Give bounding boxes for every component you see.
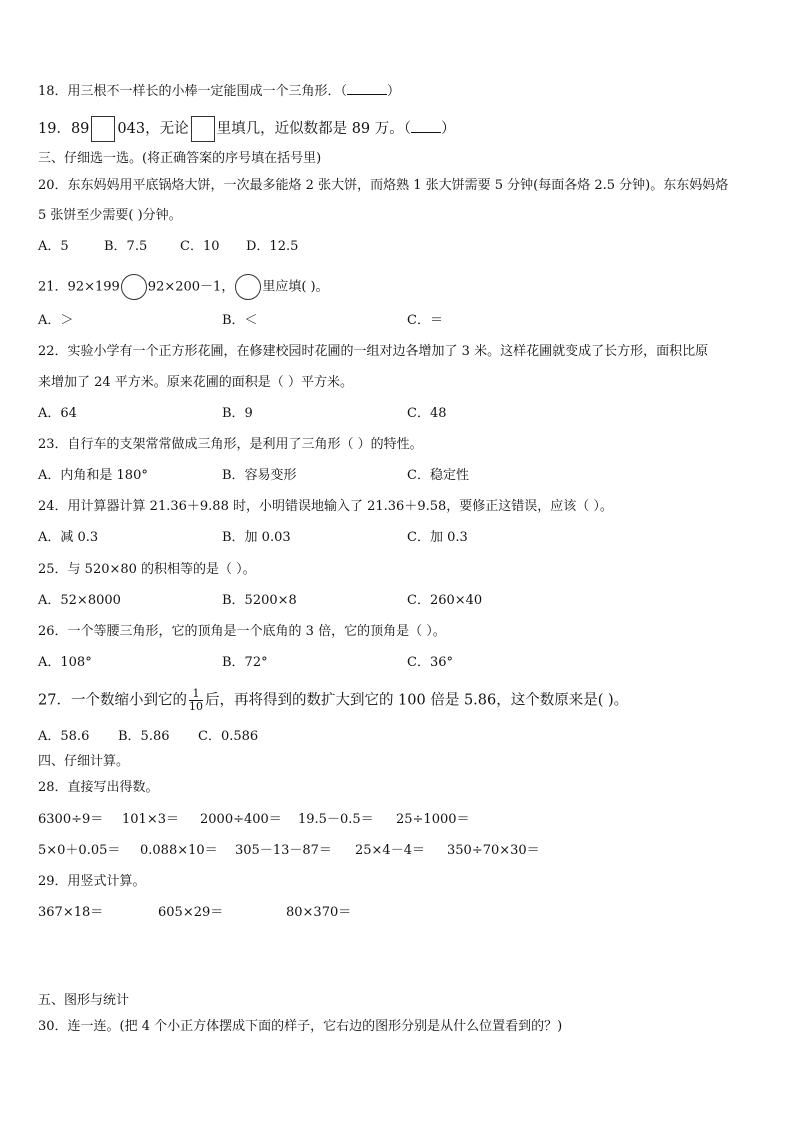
q24-option-b[interactable]: B．加 0.03 [222,530,291,545]
question-30: 30．连一连。(把 4 个小正方体摆成下面的样子，它右边的图形分别是从什么位置看到的？) [38,1019,563,1034]
q29-item: 367×18＝ [38,905,104,920]
question-21: 21．92×199 92×200－1， 里应填( )。 [38,274,329,300]
q28-row2-item: 305－13－87＝ [235,843,332,858]
question-25: 25．与 520×80 的积相等的是（ ）。 [38,562,256,577]
q29-item: 80×370＝ [286,905,352,920]
q21-option-a[interactable]: A．＞ [38,313,74,328]
q19-digit-box-2[interactable] [191,116,215,142]
q28-row1-item: 25÷1000＝ [396,812,470,827]
q26-option-c[interactable]: C．36° [407,655,453,670]
q23-option-a[interactable]: A．内角和是 180° [38,468,148,483]
q28-row2-item: 25×4－4＝ [355,843,425,858]
question-26: 26．一个等腰三角形，它的顶角是一个底角的 3 倍，它的顶角是（ ）。 [38,624,446,639]
q22-option-c[interactable]: C．48 [407,406,447,421]
q26-option-a[interactable]: A．108° [38,655,92,670]
q22-line2: 来增加了 24 平方米。原来花圃的面积是（ ）平方米。 [38,375,353,390]
q22-option-b[interactable]: B．9 [222,406,253,421]
q25-option-c[interactable]: C．260×40 [407,593,483,608]
question-27: 27．一个数缩小到它的 $\frac{1}{10}$ 后，再将得到的数扩大到它的 100 倍是 5.86，这个数原来是( )。 [38,687,629,713]
q28-row1-item: 6300÷9＝ [38,812,104,827]
q28-row2-item: 0.088×10＝ [140,843,218,858]
q27-option-b[interactable]: B．5.86 [118,729,170,744]
q25-option-a[interactable]: A．52×8000 [38,593,121,608]
q22-option-a[interactable]: A．64 [38,406,77,421]
section-3-heading: 三、仔细选一选。(将正确答案的序号填在括号里) [38,151,322,166]
section-4-heading: 四、仔细计算。 [38,754,130,769]
q21-option-c[interactable]: C．＝ [407,313,443,328]
q21-option-b[interactable]: B．＜ [222,313,258,328]
q28-row1-item: 2000÷400＝ [200,812,282,827]
q27-fraction: $\frac{1}{10}$ [188,687,203,713]
q26-option-b[interactable]: B．72° [222,655,268,670]
q19-digit-box-1[interactable] [91,116,115,142]
q21-circle-symbol [235,274,261,300]
q20-line2: 5 张饼至少需要( )分钟。 [38,208,182,223]
q28-row2-item: 350÷70×30＝ [447,843,540,858]
q29-item: 605×29＝ [158,905,224,920]
q28-row1-item: 101×3＝ [122,812,179,827]
question-24: 24．用计算器计算 21.36＋9.88 时，小明错误地输入了 21.36＋9.58，要修正这错误，应该（ ）。 [38,499,613,514]
q20-option-c[interactable]: C．10 [180,239,220,254]
q28-row2-item: 5×0＋0.05＝ [38,843,121,858]
q24-option-a[interactable]: A．减 0.3 [38,530,99,545]
q18-answer-blank[interactable] [347,82,387,95]
q18-text: 18．用三根不一样长的小棒一定能围成一个三角形．（ [38,84,348,99]
section-5-heading: 五、图形与统计 [38,993,130,1008]
q23-option-b[interactable]: B．容易变形 [222,468,297,483]
q25-option-b[interactable]: B．5200×8 [222,593,297,608]
question-19: 19．89 043，无论 里填几，近似数都是 89 万。（ ） [38,116,456,142]
q21-compare-circle[interactable] [121,274,147,300]
q27-option-a[interactable]: A．58.6 [38,729,90,744]
q28-title: 28．直接写出得数。 [38,780,159,795]
q27-option-c[interactable]: C．0.586 [198,729,259,744]
q20-option-b[interactable]: B．7.5 [104,239,148,254]
q28-row1-item: 19.5－0.5＝ [298,812,374,827]
question-18: 18．用三根不一样长的小棒一定能围成一个三角形．（ ） [38,84,401,99]
q20-option-d[interactable]: D．12.5 [246,239,299,254]
question-23: 23．自行车的支架常常做成三角形，是利用了三角形（ ）的特性。 [38,437,423,452]
q23-option-c[interactable]: C．稳定性 [407,468,469,483]
q20-option-a[interactable]: A．5 [38,239,69,254]
q20-line1: 20．东东妈妈用平底锅烙大饼，一次最多能烙 2 张大饼，而烙熟 1 张大饼需要 5 分钟(每面各烙 2.5 分钟)。东东妈妈烙 [38,178,729,193]
q19-answer-blank[interactable] [411,120,441,133]
q22-line1: 22．实验小学有一个正方形花圃，在修建校园时花圃的一组对边各增加了 3 米。这样花圃就变成了长方形，面积比原 [38,344,709,359]
q24-option-c[interactable]: C．加 0.3 [407,530,468,545]
q29-title: 29．用竖式计算。 [38,874,146,889]
